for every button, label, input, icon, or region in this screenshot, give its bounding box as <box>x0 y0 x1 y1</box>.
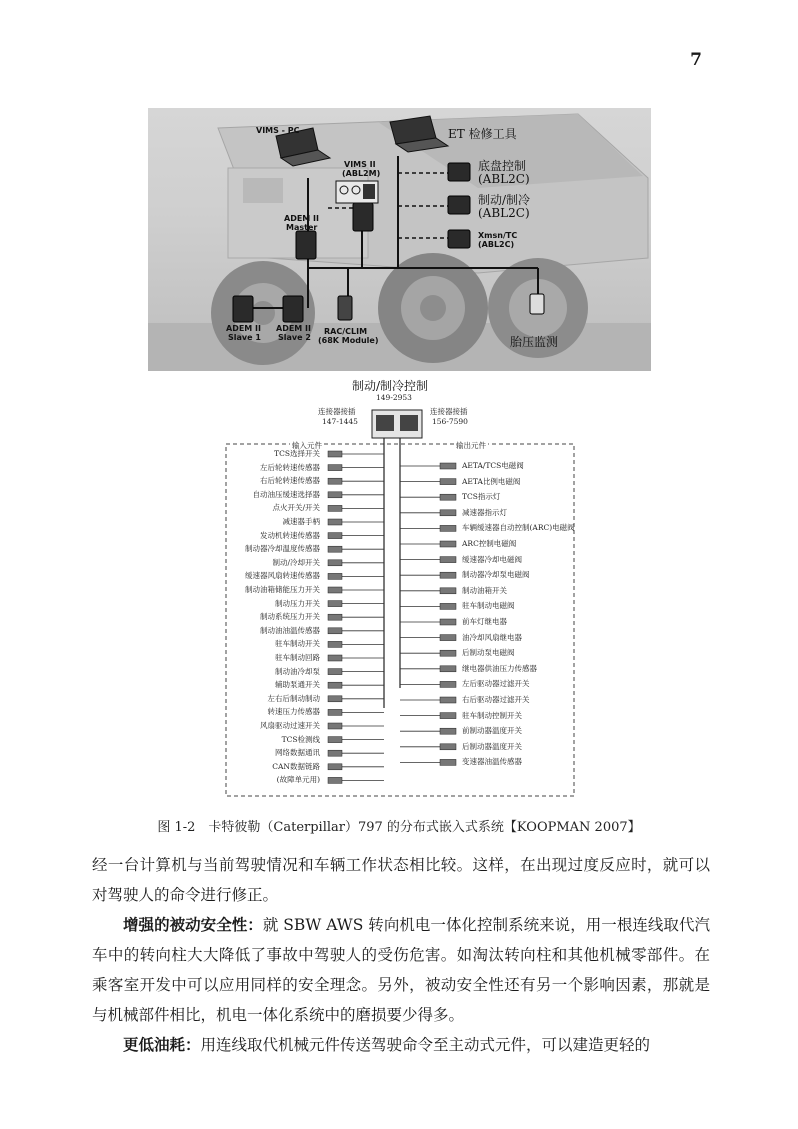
right-connector-label: 连接器接插 <box>430 407 468 416</box>
input-sensor-icon <box>328 601 342 607</box>
input-item: 减速器手柄 <box>282 517 320 526</box>
input-item: 转速压力传感器 <box>267 707 320 717</box>
output-actuator-icon <box>440 494 456 500</box>
output-actuator-icon <box>440 510 456 516</box>
output-item: 继电器供油压力传感器 <box>462 663 537 673</box>
input-sensor-icon <box>328 764 342 770</box>
input-sensor-icon <box>328 641 342 647</box>
input-sensor-icon <box>328 533 342 539</box>
output-item: 右后驱动器过滤开关 <box>462 695 530 704</box>
input-sensor-icon <box>328 709 342 715</box>
label-rac-clim: RAC/CLIM <box>324 327 368 336</box>
brake-control-schematic <box>224 378 576 798</box>
input-item: CAN数据链路 <box>272 761 320 771</box>
input-sensor-icon <box>328 573 342 579</box>
output-actuator-icon <box>440 635 456 641</box>
input-item: 制动/冷却开关 <box>272 557 320 567</box>
paragraph-3 <box>92 1030 710 1060</box>
input-item: 制动系统压力开关 <box>260 612 320 622</box>
label-chassis: 底盘控制 <box>478 159 527 173</box>
label-adem-slave2-sub: Slave 2 <box>278 333 311 342</box>
input-sensor-icon <box>328 451 342 457</box>
output-item: 油冷却风扇继电器 <box>462 632 522 642</box>
output-actuator-icon <box>440 666 456 672</box>
output-item: 制动油箱开关 <box>462 585 507 595</box>
output-actuator-icon <box>440 572 456 578</box>
output-item: 前制动器温度开关 <box>462 726 522 736</box>
schematic-title: 制动/制冷控制 <box>352 379 429 393</box>
output-item: 后制动器温度开关 <box>462 741 522 751</box>
input-item: 网络数据通讯 <box>275 748 320 758</box>
input-sensor-icon <box>328 737 342 743</box>
left-connector-no: 147-1445 <box>322 417 358 426</box>
figure-caption: 图 1-2 卡特彼勒（Caterpillar）797 的分布式嵌入式系统【KOOPMAN 2007】 <box>157 820 641 835</box>
label-tire-monitor: 胎压监测 <box>510 335 559 349</box>
output-actuator-icon <box>440 713 456 719</box>
input-item: 制动压力开关 <box>275 598 320 608</box>
input-sensor-icon <box>328 519 342 525</box>
input-item: 左右后制动制动 <box>267 693 320 703</box>
input-item: 缓速器风扇转速传感器 <box>245 571 320 581</box>
label-adem-slave1: ADEM II <box>226 324 261 333</box>
page-number: 7 <box>690 50 702 70</box>
output-actuator-icon <box>440 728 456 734</box>
output-item: 左后驱动器过滤开关 <box>462 679 530 689</box>
output-item: 车辆缓速器自动控制(ARC)电磁阀 <box>462 523 575 533</box>
output-item: ARC控制电磁阀 <box>462 539 517 548</box>
output-item: 前车灯继电器 <box>462 617 507 626</box>
truck-illustration <box>148 108 651 371</box>
input-item: 制动油油温传感器 <box>260 625 320 635</box>
output-actuator-icon <box>440 603 456 609</box>
input-item: (故障单元用) <box>276 775 320 785</box>
inputs-header: 输入元件 <box>292 441 322 450</box>
output-actuator-icon <box>440 525 456 531</box>
input-sensor-icon <box>328 465 342 471</box>
label-brake: 制动/制冷 <box>478 193 531 207</box>
input-item: 右后轮转速传感器 <box>260 476 320 486</box>
input-sensor-icon <box>328 478 342 484</box>
label-et-tool: ET 检修工具 <box>448 127 517 141</box>
output-item: 驻车制动电磁阀 <box>462 601 515 611</box>
outputs-header: 输出元件 <box>456 441 486 450</box>
label-vims-pc: VIMS - PC <box>256 126 300 135</box>
input-sensor-icon <box>328 560 342 566</box>
output-actuator-icon <box>440 463 456 469</box>
label-adem-slave2: ADEM II <box>276 324 311 333</box>
label-rac-clim-sub: (68K Module) <box>318 336 379 345</box>
left-connector-label: 连接器接插 <box>318 407 356 416</box>
output-item: 变速器油温传感器 <box>462 757 522 767</box>
output-actuator-icon <box>440 681 456 687</box>
truck-network-photo <box>148 108 651 371</box>
output-actuator-icon <box>440 619 456 625</box>
output-actuator-icon <box>440 588 456 594</box>
output-actuator-icon <box>440 541 456 547</box>
output-item: 减速器指示灯 <box>462 507 507 517</box>
input-item: 左后轮转速传感器 <box>260 462 320 472</box>
input-item: TCS检测线 <box>281 734 320 744</box>
input-sensor-icon <box>328 750 342 756</box>
paragraph-3-heading: 更低油耗： <box>123 1036 201 1054</box>
input-item: TCS选择开关 <box>274 449 320 458</box>
paragraph-2 <box>92 910 710 1030</box>
input-sensor-icon <box>328 628 342 634</box>
input-sensor-icon <box>328 682 342 688</box>
label-brake-sub: (ABL2C) <box>478 206 530 220</box>
input-item: 自动油压缓速选择器 <box>252 489 320 499</box>
output-item: AETA/TCS电磁阀 <box>462 461 524 470</box>
paragraph-2-text: 就 SBW AWS 转向机电一体化控制系统来说，用一根连线取代汽车中的转向柱大大降低了事故中驾驶人的受伤危害。如淘汰转向柱和其他机械零部件。在乘客室开发中可以应用同样的安全理念。另外，被动安全性还有另一个影响因素，那就是与机械部件相比，机电一体化系统中的磨损要少得多。 <box>92 916 710 1024</box>
right-connector-no: 156-7590 <box>432 417 468 426</box>
input-sensor-icon <box>328 777 342 783</box>
input-item: 辅助泵通开关 <box>275 680 320 690</box>
input-item: 发动机转速传感器 <box>260 530 320 540</box>
schematic-part-no: 149-2953 <box>376 393 412 402</box>
input-sensor-icon <box>328 669 342 675</box>
input-item: 制动器冷却温度传感器 <box>245 544 320 554</box>
input-item: 驻车制动回路 <box>275 653 320 662</box>
input-sensor-icon <box>328 696 342 702</box>
input-item: 风扇驱动过速开关 <box>260 721 320 730</box>
output-actuator-icon <box>440 759 456 765</box>
label-adem-slave1-sub: Slave 1 <box>228 333 261 342</box>
input-sensor-icon <box>328 723 342 729</box>
paragraph-2-heading: 增强的被动安全性： <box>123 916 263 934</box>
paragraph-1: 经一台计算机与当前驾驶情况和车辆工作状态相比较。这样，在出现过度反应时，就可以对驾驶人的命令进行修正。 <box>92 856 710 904</box>
label-chassis-sub: (ABL2C) <box>478 172 530 186</box>
input-sensor-icon <box>328 614 342 620</box>
output-actuator-icon <box>440 697 456 703</box>
output-item: 后制动泵电磁阀 <box>462 648 515 658</box>
output-actuator-icon <box>440 650 456 656</box>
input-item: 点火开关/开关 <box>272 503 320 513</box>
input-item: 制动油冷却泵 <box>275 666 320 676</box>
output-item: 驻车制动控制开关 <box>462 710 522 720</box>
output-actuator-icon <box>440 744 456 750</box>
label-xmsn-sub: (ABL2C) <box>478 240 515 249</box>
input-sensor-icon <box>328 587 342 593</box>
paragraph-3-text: 用连线取代机械元件传送驾驶命令至主动式元件，可以建造更轻的 <box>200 1036 651 1054</box>
input-sensor-icon <box>328 655 342 661</box>
input-item: 制动油箱储能压力开关 <box>245 585 320 594</box>
output-item: TCS指示灯 <box>462 492 501 502</box>
input-sensor-icon <box>328 492 342 498</box>
body-text <box>92 850 710 1060</box>
label-xmsn: Xmsn/TC <box>478 231 518 240</box>
output-item: 缓速器冷却电磁阀 <box>462 554 522 564</box>
input-sensor-icon <box>328 546 342 552</box>
output-item: 制动器冷却泵电磁阀 <box>462 570 530 580</box>
input-sensor-icon <box>328 505 342 511</box>
output-actuator-icon <box>440 479 456 485</box>
label-adem-master-sub: Master <box>286 223 318 232</box>
input-item: 驻车制动开关 <box>275 639 320 649</box>
label-adem-master: ADEM II <box>284 214 319 223</box>
label-vims-ii-sub: (ABL2M) <box>342 169 381 178</box>
label-vims-ii: VIMS II <box>344 160 376 169</box>
output-actuator-icon <box>440 557 456 563</box>
output-item: AETA比例电磁阀 <box>462 476 521 486</box>
